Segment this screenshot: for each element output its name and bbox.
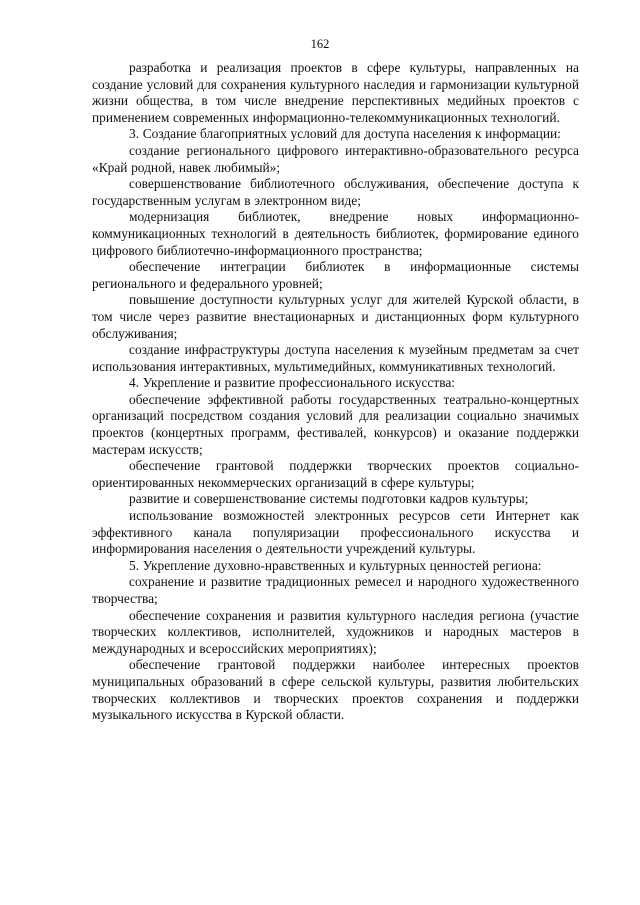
list-item: обеспечение грантовой поддержки творческих проектов социально-ориентированных некоммерческих организаций в сфере культуры; <box>92 458 579 490</box>
document-body <box>92 60 579 724</box>
paragraph: разработка и реализация проектов в сфере культуры, направленных на создание условий для сохранения культурного наследия и гармонизации культурной жизни общества, в том числе внедрение перспективных медийных проектов с применением современных информационно-телекоммуникационных технологий. <box>92 60 579 125</box>
list-item: обеспечение грантовой поддержки наиболее интересных проектов муниципальных образований в сфере сельской культуры, развития любительских творческих коллективов и творческих проектов сохранения и поддержки музыкального искусства в Курской области. <box>92 657 579 723</box>
list-item: модернизация библиотек, внедрение новых информационно-коммуникационных технологий в деятельность библиотек, формирование единого цифрового библиотечно-информационного пространства; <box>92 209 579 258</box>
section-heading-4: 4. Укрепление и развитие профессионального искусства: <box>129 375 455 391</box>
list-item: обеспечение эффективной работы государственных театрально-концертных организаций посредством создания условий для реализации социально значимых проектов (концертных программ, фестивалей, конкурсов) и оказание поддержки мастерам искусств; <box>92 391 579 457</box>
list-item: использование возможностей электронных ресурсов сети Интернет как эффективного канала популяризации профессионального искусства и информирования населения о деятельности учреждений культуры. <box>92 508 579 557</box>
list-item: сохранение и развитие традиционных ремесел и народного художественного творчества; <box>92 574 579 606</box>
list-item: обеспечение сохранения и развития культурного наследия региона (участие творческих коллективов, исполнителей, художников и народных мастеров в международных и всероссийских мероприятиях); <box>92 607 579 656</box>
section-heading-5: 5. Укрепление духовно-нравственных и культурных ценностей региона: <box>129 557 542 573</box>
list-item: совершенствование библиотечного обслуживания, обеспечение доступа к государственным услугам в электронном виде; <box>92 176 579 208</box>
list-item: повышение доступности культурных услуг для жителей Курской области, в том числе через развитие внестационарных и дистанционных форм культурного обслуживания; <box>92 292 579 341</box>
list-item: обеспечение интеграции библиотек в информационные системы регионального и федерального уровней; <box>92 259 579 291</box>
list-item: развитие и совершенствование системы подготовки кадров культуры; <box>129 491 529 507</box>
section-heading-3: 3. Создание благоприятных условий для доступа населения к информации: <box>129 126 561 142</box>
list-item: создание регионального цифрового интерактивно-образовательного ресурса «Край родной, навек любимый»; <box>92 142 579 175</box>
list-item: создание инфраструктуры доступа населения к музейным предметам за счет использования интерактивных, мультимедийных, коммуникативных технологий. <box>92 342 579 374</box>
page-number: 162 <box>310 37 330 51</box>
